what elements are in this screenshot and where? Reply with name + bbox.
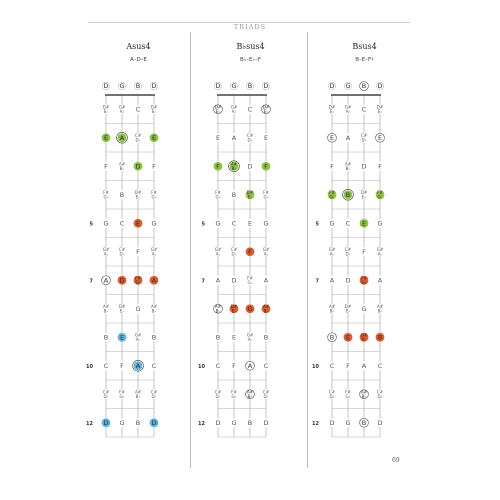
note-label: D xyxy=(135,162,141,171)
note-label: B xyxy=(135,418,141,427)
note-label: B♭ xyxy=(135,393,141,399)
note-label: G xyxy=(247,304,253,313)
note-label: G xyxy=(151,219,157,228)
open-string-note: D xyxy=(329,82,335,91)
note-label: F# xyxy=(119,389,125,395)
note-label: G xyxy=(135,304,141,313)
fret-number: 5 xyxy=(315,221,319,228)
note-label: E♭ xyxy=(135,194,141,200)
note-label: A xyxy=(263,276,269,285)
chord-notes: A–D–E xyxy=(130,57,147,63)
note-label: C xyxy=(151,361,157,370)
note-label: D♭ xyxy=(103,393,109,399)
note-label: B♭ xyxy=(329,308,335,314)
note-label: G# xyxy=(214,246,222,252)
note-label: F xyxy=(232,361,236,370)
note-label: A xyxy=(215,276,221,285)
note-label: E xyxy=(135,219,141,228)
section-title: TRIADS xyxy=(226,23,274,31)
note-label: D xyxy=(103,418,109,427)
note-label: B xyxy=(151,333,157,342)
note-label: F# xyxy=(135,275,141,281)
open-string-note: D xyxy=(377,82,383,91)
note-label: D xyxy=(151,418,157,427)
chord-name: Bsus4 xyxy=(352,42,377,51)
note-label: E xyxy=(329,133,335,142)
note-label: A# xyxy=(118,161,126,167)
note-label: G xyxy=(377,219,383,228)
note-label: E♭ xyxy=(231,308,237,314)
note-label: G♭ xyxy=(215,194,221,200)
note-label: D xyxy=(119,276,125,285)
note-label: A xyxy=(329,276,335,285)
open-string-note: G xyxy=(119,82,125,91)
note-label: A# xyxy=(328,303,336,309)
note-label: G♭ xyxy=(345,393,351,399)
open-string-note: D xyxy=(103,82,109,91)
note-label: G♭ xyxy=(329,194,335,200)
note-label: A♭ xyxy=(231,108,237,114)
note-label: A♭ xyxy=(263,251,269,257)
fret-number: 12 xyxy=(86,420,93,427)
open-string-note: B xyxy=(135,82,141,91)
note-label: A xyxy=(377,276,383,285)
note-label: B xyxy=(263,333,269,342)
note-label: D xyxy=(377,418,383,427)
note-label: B xyxy=(247,418,253,427)
note-label: D# xyxy=(118,303,126,309)
note-label: G xyxy=(329,219,335,228)
note-label: C xyxy=(329,361,335,370)
note-label: D# xyxy=(344,303,352,309)
note-label: C xyxy=(119,219,125,228)
note-label: A♭ xyxy=(377,251,383,257)
note-label: B xyxy=(377,333,383,342)
note-label: B♭ xyxy=(361,393,367,399)
note-label: A# xyxy=(134,389,142,395)
note-label: B♭ xyxy=(119,165,125,171)
note-label: C xyxy=(361,105,367,114)
note-label: F# xyxy=(345,389,351,395)
note-label: A# xyxy=(376,303,384,309)
note-label: D xyxy=(361,162,367,171)
note-label: A♭ xyxy=(361,336,367,342)
note-label: D xyxy=(329,418,335,427)
note-label: E xyxy=(361,219,367,228)
chord-name: Asus4 xyxy=(126,42,151,51)
note-label: F xyxy=(378,162,382,171)
note-label: F# xyxy=(231,389,237,395)
open-string-note: D xyxy=(215,82,221,91)
note-label: D# xyxy=(246,189,254,195)
note-label: C# xyxy=(134,132,142,138)
note-label: G♭ xyxy=(231,393,237,399)
note-label: G♭ xyxy=(103,194,109,200)
note-label: B xyxy=(231,190,237,199)
note-label: A xyxy=(345,133,351,142)
note-label: C xyxy=(345,219,351,228)
note-label: E xyxy=(263,133,269,142)
note-label: B xyxy=(215,333,221,342)
note-label: G♭ xyxy=(135,279,141,285)
note-label: G♭ xyxy=(151,194,157,200)
column-divider-2 xyxy=(307,32,308,468)
fretboard xyxy=(86,0,181,440)
note-label: A xyxy=(151,276,157,285)
note-label: E xyxy=(215,133,221,142)
note-label: A xyxy=(361,361,367,370)
note-label: E♭ xyxy=(215,108,221,114)
note-label: D♭ xyxy=(215,393,221,399)
note-label: D# xyxy=(262,104,270,110)
note-label: B♭ xyxy=(263,308,269,314)
note-label: E xyxy=(345,333,351,342)
fret-number: 10 xyxy=(312,363,319,370)
note-label: G♭ xyxy=(263,194,269,200)
note-label: A♭ xyxy=(215,251,221,257)
note-label: G# xyxy=(262,246,270,252)
note-label: E♭ xyxy=(329,108,335,114)
note-label: E♭ xyxy=(361,194,367,200)
note-label: G xyxy=(345,418,351,427)
fretboard xyxy=(312,0,407,440)
note-label: D# xyxy=(214,104,222,110)
note-label: F xyxy=(248,247,252,256)
note-label: E xyxy=(377,133,383,142)
note-label: C# xyxy=(246,132,254,138)
note-label: D♭ xyxy=(135,137,141,143)
open-string-note: B xyxy=(247,82,253,91)
note-label: C# xyxy=(262,389,270,395)
open-string-note: B xyxy=(361,82,367,91)
note-label: A# xyxy=(344,161,352,167)
note-label: G# xyxy=(246,332,254,338)
note-label: G♭ xyxy=(361,279,367,285)
note-label: A# xyxy=(150,303,158,309)
note-label: G♭ xyxy=(377,194,383,200)
fret-number: 7 xyxy=(315,278,319,285)
note-label: F xyxy=(136,247,140,256)
note-label: G# xyxy=(344,104,352,110)
fret-number: 10 xyxy=(86,363,93,370)
note-label: G♭ xyxy=(119,393,125,399)
note-label: F xyxy=(362,247,366,256)
note-label: D# xyxy=(376,104,384,110)
note-label: F xyxy=(120,361,124,370)
open-string-note: G xyxy=(345,82,351,91)
note-label: E xyxy=(231,333,237,342)
note-label: E♭ xyxy=(345,308,351,314)
note-label: B♭ xyxy=(215,308,221,314)
note-label: D♭ xyxy=(345,251,351,257)
note-label: D♭ xyxy=(151,393,157,399)
note-label: A xyxy=(119,133,125,142)
note-label: A♭ xyxy=(247,336,253,342)
note-label: B xyxy=(119,190,125,199)
note-label: D♭ xyxy=(231,251,237,257)
note-label: G xyxy=(231,418,237,427)
note-label: A♭ xyxy=(135,336,141,342)
note-label: E♭ xyxy=(247,194,253,200)
note-label: E♭ xyxy=(151,108,157,114)
note-label: G# xyxy=(134,332,142,338)
note-label: F# xyxy=(263,189,269,195)
note-label: C xyxy=(377,361,383,370)
note-label: D# xyxy=(230,303,238,309)
note-label: A♭ xyxy=(345,108,351,114)
note-label: C# xyxy=(102,389,110,395)
note-label: F xyxy=(264,162,268,171)
note-label: C# xyxy=(328,389,336,395)
note-label: D# xyxy=(150,104,158,110)
note-label: C xyxy=(231,219,237,228)
note-label: G xyxy=(263,219,269,228)
note-label: A# xyxy=(262,303,270,309)
note-label: G xyxy=(103,219,109,228)
note-label: D♭ xyxy=(247,137,253,143)
column-divider-1 xyxy=(190,32,191,468)
page-number: 69 xyxy=(392,457,400,464)
note-label: A♭ xyxy=(329,251,335,257)
note-label: F# xyxy=(247,275,253,281)
note-label: F# xyxy=(215,189,221,195)
note-label: C xyxy=(215,361,221,370)
note-label: D xyxy=(247,162,253,171)
fret-number: 10 xyxy=(198,363,205,370)
note-label: F xyxy=(216,162,220,171)
chord-notes: B–E–F♯ xyxy=(355,57,374,63)
note-label: D♭ xyxy=(361,137,367,143)
note-label: A♭ xyxy=(119,108,125,114)
note-label: D# xyxy=(328,104,336,110)
note-label: E xyxy=(247,219,253,228)
note-label: A♭ xyxy=(151,251,157,257)
note-label: D# xyxy=(102,104,110,110)
note-label: F xyxy=(104,162,108,171)
note-label: B♭ xyxy=(377,308,383,314)
note-label: B xyxy=(361,418,367,427)
note-label: C# xyxy=(150,389,158,395)
note-label: B♭ xyxy=(103,308,109,314)
note-label: A xyxy=(103,276,109,285)
note-label: D xyxy=(215,418,221,427)
note-label: C xyxy=(247,105,253,114)
note-label: A xyxy=(247,361,253,370)
note-label: E xyxy=(103,133,109,142)
note-label: F# xyxy=(377,189,383,195)
note-label: A# xyxy=(214,303,222,309)
note-label: F xyxy=(152,162,156,171)
note-label: C xyxy=(135,105,141,114)
note-label: C# xyxy=(230,246,238,252)
open-string-note: D xyxy=(151,82,157,91)
note-label: D♭ xyxy=(119,251,125,257)
note-label: B xyxy=(329,333,335,342)
note-label: G♭ xyxy=(247,279,253,285)
note-label: B♭ xyxy=(151,308,157,314)
note-label: F# xyxy=(103,189,109,195)
note-label: A# xyxy=(102,303,110,309)
note-label: E♭ xyxy=(263,108,269,114)
note-label: E xyxy=(151,133,157,142)
note-label: A# xyxy=(246,389,254,395)
fretboard xyxy=(198,0,293,440)
note-label: D♭ xyxy=(263,393,269,399)
fret-number: 12 xyxy=(312,420,319,427)
fret-number: 7 xyxy=(89,278,93,285)
note-label: G# xyxy=(150,246,158,252)
fret-number: 12 xyxy=(198,420,205,427)
note-label: B♭ xyxy=(345,165,351,171)
fret-number: 5 xyxy=(201,221,205,228)
note-label: B♭ xyxy=(247,393,253,399)
note-label: D xyxy=(231,276,237,285)
open-string-note: D xyxy=(263,82,269,91)
note-label: D# xyxy=(360,189,368,195)
chord-name: B♭sus4 xyxy=(236,42,265,51)
note-label: G xyxy=(215,219,221,228)
note-label: G xyxy=(119,418,125,427)
note-label: A xyxy=(231,133,237,142)
note-label: F# xyxy=(329,189,335,195)
note-label: E♭ xyxy=(103,108,109,114)
note-label: G# xyxy=(376,246,384,252)
fret-number: 5 xyxy=(89,221,93,228)
note-label: A xyxy=(135,361,141,370)
note-label: E xyxy=(119,333,125,342)
note-label: D♭ xyxy=(377,393,383,399)
note-label: F xyxy=(330,162,334,171)
note-label: B xyxy=(345,190,351,199)
note-label: G# xyxy=(118,104,126,110)
note-label: G xyxy=(361,304,367,313)
note-label: C xyxy=(263,361,269,370)
open-string-note: G xyxy=(231,82,237,91)
note-label: C# xyxy=(344,246,352,252)
note-label: F# xyxy=(151,189,157,195)
note-label: C# xyxy=(360,132,368,138)
note-label: F# xyxy=(361,275,367,281)
note-label: G# xyxy=(360,332,368,338)
note-label: C# xyxy=(214,389,222,395)
note-label: A# xyxy=(230,161,238,167)
note-label: C xyxy=(103,361,109,370)
note-label: B♭ xyxy=(231,165,237,171)
note-label: C# xyxy=(118,246,126,252)
note-label: D♭ xyxy=(329,393,335,399)
note-label: A♭ xyxy=(103,251,109,257)
note-label: D# xyxy=(134,189,142,195)
note-label: D xyxy=(263,418,269,427)
note-label: E♭ xyxy=(377,108,383,114)
note-label: G# xyxy=(102,246,110,252)
note-label: F xyxy=(346,361,350,370)
chord-notes: B♭–E♭–F xyxy=(239,57,262,63)
note-label: B xyxy=(103,333,109,342)
note-label: G# xyxy=(328,246,336,252)
note-label: A# xyxy=(360,389,368,395)
fret-number: 7 xyxy=(201,278,205,285)
note-label: E♭ xyxy=(119,308,125,314)
note-label: D xyxy=(345,276,351,285)
note-label: G# xyxy=(230,104,238,110)
note-label: C# xyxy=(376,389,384,395)
